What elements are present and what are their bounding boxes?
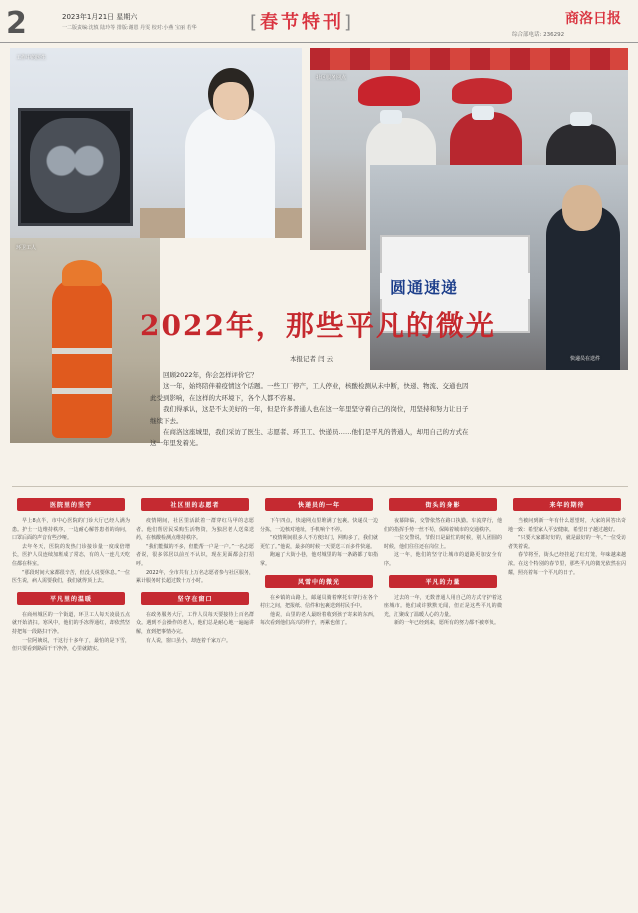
byline: 本报记者 闫 云 xyxy=(290,355,334,363)
body-paragraph: 夜幕降临，交警依然在路口执勤。车流穿行，他们的指挥手势一丝不苟，保障着城市的交通秩序。 xyxy=(384,518,502,533)
intro-paragraph: 这一年，始终陪伴着疫情这个话题。一些工厂停产，工人停业，核酸检测从未中断，快递、物流、交通也因此受到影响，在这样的大环境下，各个人都不容易。 xyxy=(150,382,469,402)
headline: 2022年，那些平凡的微光 xyxy=(140,309,496,342)
express-logo: 圆通速递 xyxy=(390,278,459,297)
body-paragraph: 在乡镇的山路上，邮递员骑着摩托车穿行在各个村庄之间，把报纸、信件和包裹送到村民手中。 xyxy=(260,594,378,610)
body-paragraph: 早上8点半，市中心医院的门诊大厅已经人满为患。护士一边维持秩序，一边耐心解答患者的询问，口罩后面的声音有些沙哑。 xyxy=(12,518,130,542)
column-4 xyxy=(384,492,502,628)
courier-face xyxy=(562,185,602,231)
column-5-heading: 来年的期待 xyxy=(513,498,622,511)
column-4-heading-2: 平凡的力量 xyxy=(389,575,498,588)
doctor-photo xyxy=(10,48,302,238)
body-paragraph: 在商州城区的一个街道，环卫工人每天凌晨五点就开始清扫。寒风中，他们的手冻得通红，却依然坚持把每一段路扫干净。 xyxy=(12,611,130,635)
worker-hat xyxy=(62,260,102,286)
masthead xyxy=(0,0,638,44)
doctor-caption: 工作中的医生 xyxy=(16,55,47,61)
intro-paragraph: 在商洛这座城里，我们采访了医生、志愿者、环卫工、快递员……他们是平凡的普通人，却用自己的方式在这一年里发着光。 xyxy=(150,427,469,448)
column-3-heading: 快递员的一年 xyxy=(265,498,374,511)
body-paragraph: 春节将至，街头已经挂起了红灯笼，年味越来越浓。在这个特别的春节里，那些平凡的微光依然在闪耀，照亮着每一个平凡的日子。 xyxy=(508,552,626,576)
mask-2 xyxy=(472,106,494,120)
section-name: 春节特刊 xyxy=(260,12,345,33)
body-paragraph: 下午四点，快递网点里堆满了包裹。快递员一边分拣，一边核对地址，手机响个不停。 xyxy=(260,518,378,533)
body-paragraph: “我们能做的不多，但能帮一户是一户。”一名志愿者说，很多邻居以前互不认识，现在见面都会打招呼。 xyxy=(136,543,254,567)
editor-line: 一二版责编:沈慎 陆玲等 排版:谢恩 丹雯 校对:小燕 宝丽 若华 xyxy=(62,25,197,31)
body-paragraph: 当被问到新一年有什么愿望时，大家的回答出奇地一致：希望家人平安健康，希望日子越过越好。 xyxy=(508,518,626,533)
column-5 xyxy=(508,492,626,577)
column-2-heading-2: 坚守在窗口 xyxy=(141,592,250,605)
body-paragraph: 去年冬天，医院的发热门诊接诊量一度成倍增长，医护人员连续加班成了常态，有的人一连几天吃住都在科室。 xyxy=(12,543,130,567)
paper-logo: 商洛日报 xyxy=(565,11,621,27)
column-1-heading-2: 平凡里的温暖 xyxy=(17,592,126,605)
sanitation-photo xyxy=(10,238,160,443)
body-paragraph: 在政务服务大厅，工作人员每天要接待上百名群众。遇到不会操作的老人，他们总是耐心地一遍遍讲解，直到把事情办完。 xyxy=(136,611,254,635)
body-paragraph: 一位阿姨说，干这行十多年了，最怕的是下雪，但只要看到路面干干净净，心里就踏实。 xyxy=(12,637,130,653)
sanitation-caption: 环卫工人 xyxy=(16,245,37,251)
mask-1 xyxy=(380,110,402,124)
sanitation-worker xyxy=(52,278,112,438)
body-paragraph: “疫情期间很多人不方便出门，网购多了，我们就更忙了。”他说，最多的时候一天要送三百多件快递。 xyxy=(260,535,378,550)
body-paragraph: 新的一年已经到来，愿所有的努力都不被辜负。 xyxy=(394,620,500,627)
column-2-heading: 社区里的志愿者 xyxy=(141,498,250,511)
section-separator xyxy=(12,486,628,487)
page-number: 2 xyxy=(6,6,27,41)
red-cap-2 xyxy=(452,78,512,104)
column-1-heading: 医院里的坚守 xyxy=(17,498,126,511)
column-3 xyxy=(260,492,378,628)
column-2 xyxy=(136,492,254,645)
body-paragraph: 2022年，全市共有上万名志愿者参与社区服务，累计服务时长超过数十万小时。 xyxy=(136,569,254,585)
body-paragraph: 跑遍了大街小巷，他对城里的每一条路都了如指掌。 xyxy=(260,552,378,567)
intro-paragraph: 回顾2022年，你会怎样评价它？ xyxy=(163,371,258,379)
body-paragraph: 他说，山里的老人最盼着收到孩子寄来的东西，每次看到他们高兴的样子，再累也值了。 xyxy=(260,611,378,627)
market-caption: 社区服务网点 xyxy=(316,75,347,81)
body-paragraph: “只要大家都好好的，就是最好的一年。”一位受访者笑着说。 xyxy=(508,535,626,550)
body-paragraph: 一位交警说，节假日是最忙的时候，别人团圆的时候，他们往往还在岗位上。 xyxy=(384,535,502,550)
column-4-heading: 街头的身影 xyxy=(389,498,498,511)
column-3-heading-2: 风雪中的微光 xyxy=(265,575,374,588)
body-paragraph: 疫情期间，社区里活跃着一群穿红马甲的志愿者。他们帮居民采购生活物资，为独居老人送菜送药，在核酸检测点维持秩序。 xyxy=(136,518,254,542)
lung-scan xyxy=(30,118,120,213)
mask-3 xyxy=(570,112,592,126)
doctor-coat xyxy=(185,106,275,238)
intro-paragraph: 我们得承认，这是不太美好的一年，但是许多普通人也在这一年里坚守着自己的岗位，用坚持和努力让日子继续下去。 xyxy=(150,405,469,425)
body-paragraph: 这一年，他们的坚守让城市的道路更加安全有序。 xyxy=(384,552,502,567)
awning xyxy=(310,48,628,70)
masthead-rule xyxy=(0,42,638,43)
express-caption: 快递员在送件 xyxy=(570,356,601,362)
reflective-stripe xyxy=(52,348,112,354)
red-cap-1 xyxy=(358,76,420,106)
body-paragraph: 有人说，窗口虽小，却连着千家万户。 xyxy=(146,637,232,644)
intro-block xyxy=(150,370,470,450)
issue-date: 2023年1月21日 星期六 xyxy=(62,13,138,21)
doctor-face xyxy=(213,82,249,120)
contact-phone: 综合部电话: 236292 xyxy=(512,32,565,38)
body-paragraph: “那段时间大家都很辛苦，但没人说要休息。”一位医生说，病人需要我们，我们就得顶上去。 xyxy=(12,569,130,585)
reflective-stripe xyxy=(52,388,112,394)
column-1 xyxy=(12,492,130,654)
section-title: [春节特刊] xyxy=(250,12,355,33)
body-paragraph: 过去的一年，无数普通人用自己的方式守护着这座城市。他们或许默默无闻，但正是这些平凡的微光，汇聚成了温暖人心的力量。 xyxy=(384,594,502,618)
